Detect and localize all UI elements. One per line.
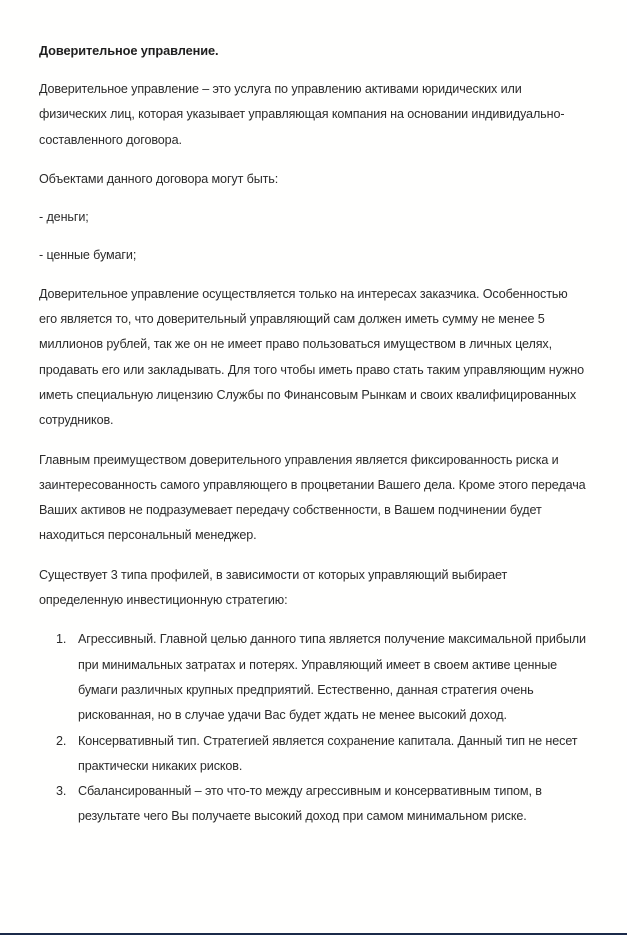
paragraph-intro: Доверительное управление – это услуга по управлению активами юридических или физических лиц, которая указывает управляющая компания на основании индивидуально-составленного договора. bbox=[39, 82, 565, 147]
list-item-text: Агрессивный. Главной целью данного типа является получение максимальной прибыли при минимальных затратах и потерях. Управляющий имеет в своем активе ценные бумаги различных крупных предприятий. Естественно, данная стратегия очень рискованная, но в случае удачи Вас будет ждать не менее высокий доход. bbox=[78, 632, 586, 723]
dash-item-securities: - ценные бумаги; bbox=[39, 248, 137, 263]
list-item bbox=[39, 627, 588, 728]
profile-types-list bbox=[39, 627, 588, 829]
dash-item-money: - деньги; bbox=[39, 210, 89, 225]
list-item-marker: 2. bbox=[56, 733, 67, 748]
paragraph-profiles-lead-in: Существует 3 типа профилей, в зависимости от которых управляющий выбирает определенную инвестиционную стратегию: bbox=[39, 567, 508, 608]
list-item-marker: 3. bbox=[56, 784, 67, 799]
paragraph-advantages: Главным преимуществом доверительного управления является фиксированность риска и заинтересованность самого управляющего в процветании Вашего дела. Кроме этого передача Ваших активов не подразумевает передачу собственности, в Вашем подчинении будет находиться персональный менеджер. bbox=[39, 452, 586, 543]
paragraph-objects-lead-in: Объектами данного договора могут быть: bbox=[39, 171, 279, 186]
list-item-marker: 1. bbox=[56, 632, 67, 647]
list-item-text: Сбалансированный – это что-то между агрессивным и консервативным типом, в результате чего Вы получаете высокий доход при самом минимальном риске. bbox=[78, 784, 542, 824]
list-item bbox=[39, 779, 588, 830]
paragraph-requirements: Доверительное управление осуществляется только на интересах заказчика. Особенностью его является то, что доверительный управляющий сам должен иметь сумму не менее 5 миллионов рублей, так же он не имеет право пользоваться имуществом в личных целях, продавать его или закладывать. Для того чтобы иметь право стать таким управляющим нужно иметь специальную лицензию Службы по Финансовым Рынкам и своих квалифицированных сотрудников. bbox=[39, 286, 584, 428]
list-item bbox=[39, 729, 588, 780]
list-item-text: Консервативный тип. Стратегией является сохранение капитала. Данный тип не несет практически никаких рисков. bbox=[78, 733, 578, 773]
page-title: Доверительное управление. bbox=[39, 43, 219, 58]
